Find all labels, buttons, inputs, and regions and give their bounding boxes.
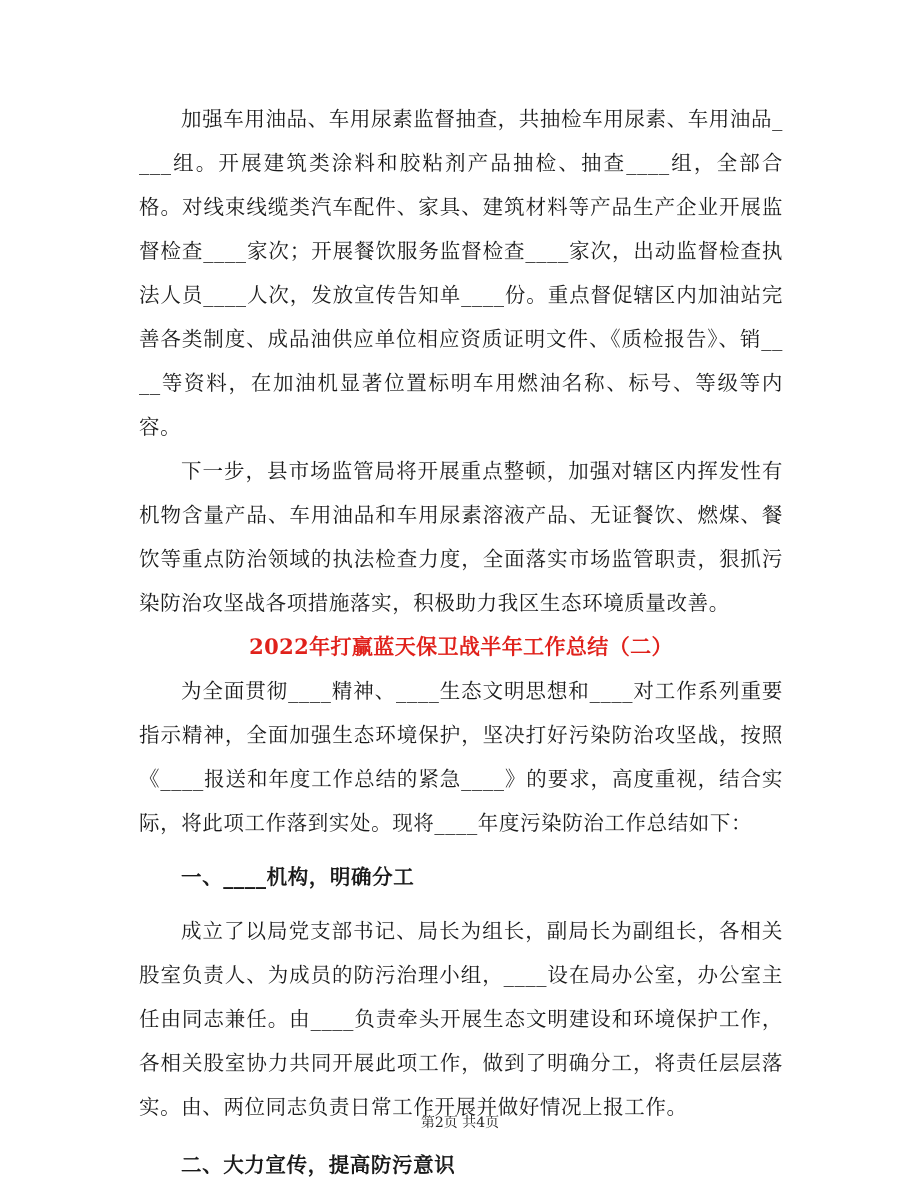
- body-paragraph-organization: 成立了以局党支部书记、局长为组长，副局长为副组长，各相关股室负责人、为成员的防污治理小组，____设在局办公室，办公室主任由同志兼任。由____负责牵头开展生态文明建设和环境保护工作，各相关股室协力共同开展此项工作，做到了明确分工，将责任层层落实。由、两位同志负责日常工作开展并做好情况上报工作。: [139, 919, 783, 1119]
- body-paragraph-next-steps: 下一步，县市场监管局将开展重点整顿，加强对辖区内挥发性有机物含量产品、车用油品和车用尿素溶液产品、无证餐饮、燃煤、餐饮等重点防治领域的执法检查力度，全面落实市场监管职责，狠抓污染防治攻坚战各项措施落实，积极助力我区生态环境质量改善。: [139, 459, 783, 615]
- section-title: 2022年打赢蓝天保卫战半年工作总结（二）: [249, 634, 673, 659]
- body-paragraph-oil-inspection: 加强车用油品、车用尿素监督抽查，共抽检车用尿素、车用油品____组。开展建筑类涂料和胶粘剂产品抽检、抽查____组，全部合格。对线束线缆类汽车配件、家具、建筑材料等产品生产企业开展监督检查____家次；开展餐饮服务监督检查____家次，出动监督检查执法人员____人次，发放宣传告知单____份。重点督促辖区内加油站完善各类制度、成品油供应单位相应资质证明文件、《质检报告》、销____等资料，在加油机显著位置标明车用燃油名称、标号、等级等内容。: [139, 107, 783, 439]
- intro-paragraph: 为全面贯彻____精神、____生态文明思想和____对工作系列重要指示精神，全面加强生态环境保护，坚决打好污染防治攻坚战，按照《____报送和年度工作总结的紧急____》的要求，高度重视，结合实际，将此项工作落到实处。现将____年度污染防治工作总结如下：: [139, 679, 783, 835]
- document-body: [139, 97, 783, 1187]
- spacer: [139, 899, 783, 909]
- heading-publicity: 二、大力宣传，提高防污意识: [181, 1153, 456, 1177]
- heading-organization: 一、____机构，明确分工: [181, 865, 415, 889]
- spacer: [139, 845, 783, 855]
- page-number-footer: 第2页 共4页: [420, 1115, 500, 1131]
